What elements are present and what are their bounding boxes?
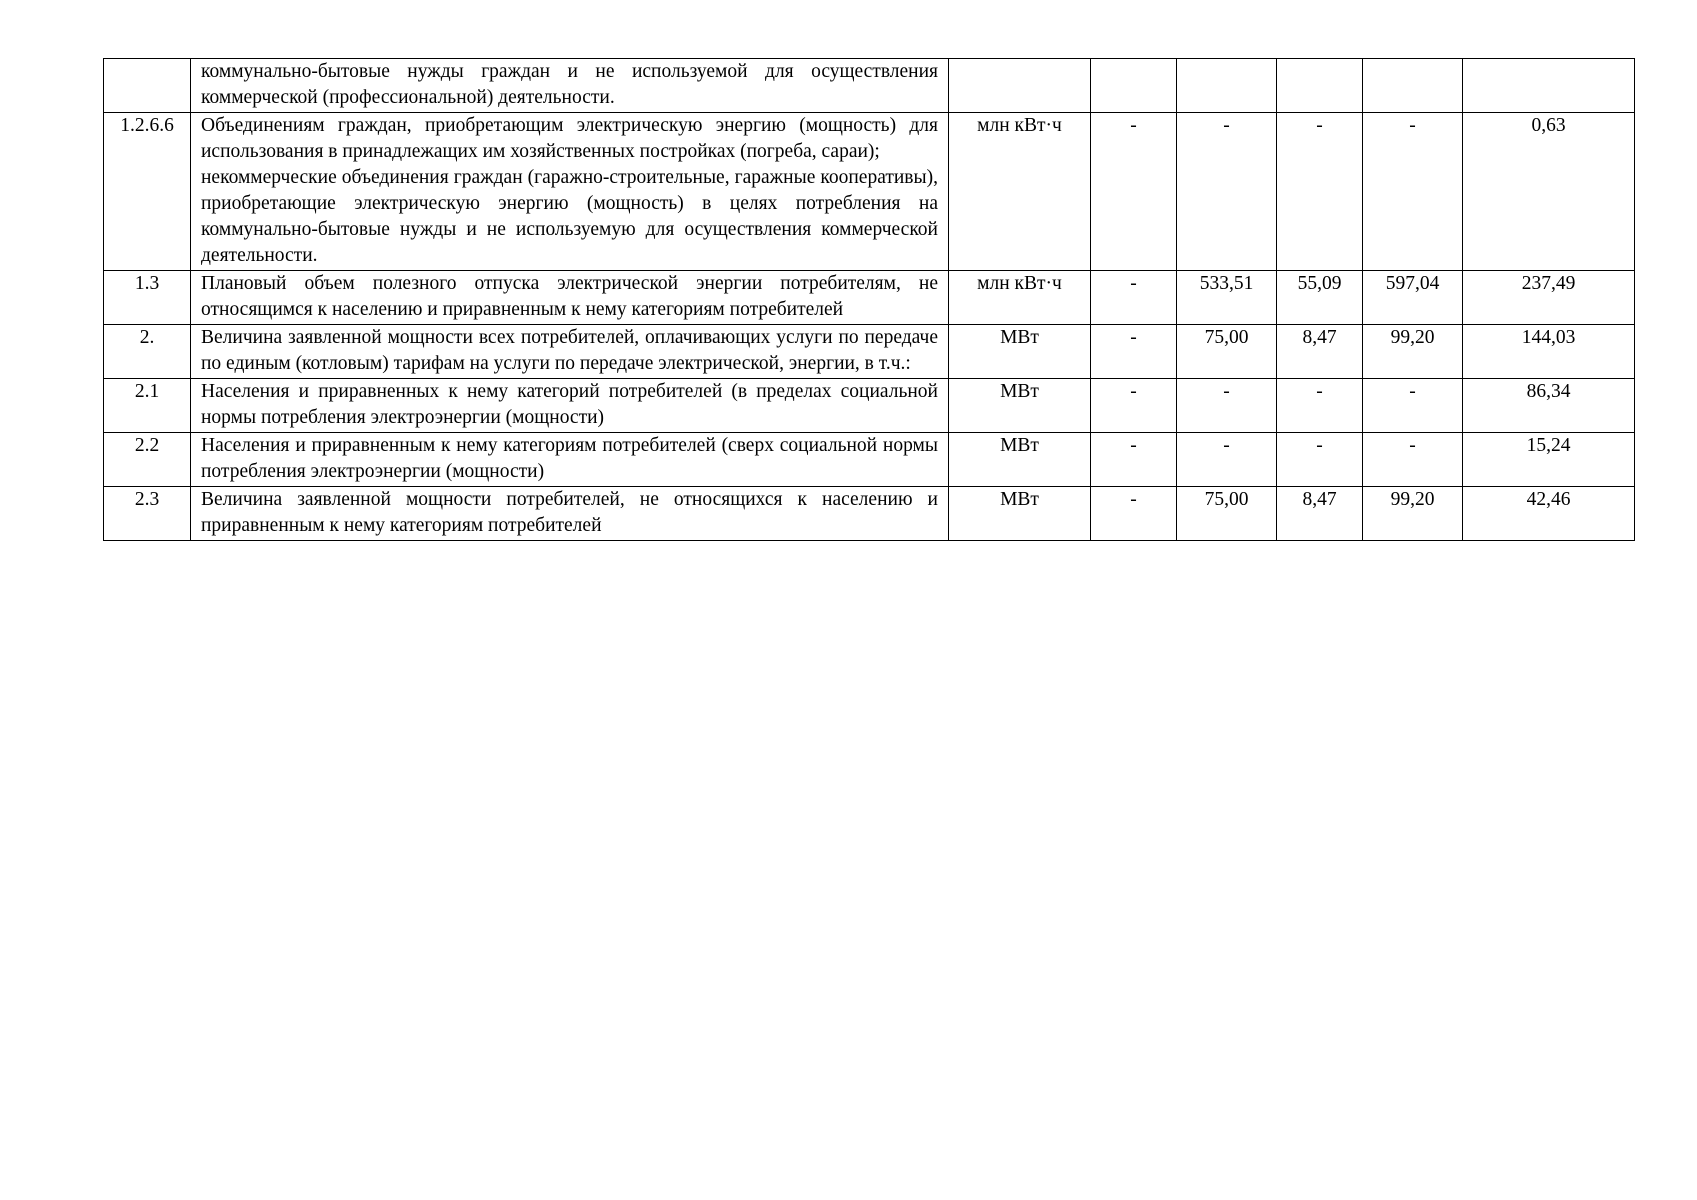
row-number: 2. [104, 325, 191, 379]
value-cell: - [1177, 433, 1277, 487]
value-cell: - [1277, 113, 1363, 271]
value-cell: 55,09 [1277, 271, 1363, 325]
value-cell: - [1177, 379, 1277, 433]
row-number: 1.2.6.6 [104, 113, 191, 271]
value-cell: - [1091, 433, 1177, 487]
row-unit: млн кВт·ч [949, 113, 1091, 271]
value-cell [1091, 59, 1177, 113]
value-cell [1363, 59, 1463, 113]
value-cell: 75,00 [1177, 487, 1277, 541]
table-row [104, 325, 1635, 379]
value-cell: - [1363, 113, 1463, 271]
row-description [191, 271, 949, 325]
description-paragraph: Населения и приравненным к нему категориям потребителей (сверх социальной нормы потребления электроэнергии (мощности) [201, 435, 938, 482]
row-unit: МВт [949, 487, 1091, 541]
row-description [191, 59, 949, 113]
description-paragraph: Плановый объем полезного отпуска электрической энергии потребителям, не относящимся к населению и приравненным к нему категориям потребителей [201, 273, 938, 320]
description-paragraph: Величина заявленной мощности всех потребителей, оплачивающих услуги по передаче по единым (котловым) тарифам на услуги по передаче электрической, энергии, в т.ч.: [201, 327, 938, 374]
description-paragraph: Населения и приравненных к нему категорий потребителей (в пределах социальной нормы потребления электроэнергии (мощности) [201, 381, 938, 428]
value-cell: - [1363, 379, 1463, 433]
table-row [104, 271, 1635, 325]
value-cell: 0,63 [1463, 113, 1635, 271]
row-description [191, 113, 949, 271]
value-cell [1177, 59, 1277, 113]
row-description [191, 433, 949, 487]
value-cell: 8,47 [1277, 487, 1363, 541]
value-cell: - [1091, 271, 1177, 325]
row-number: 1.3 [104, 271, 191, 325]
row-description [191, 487, 949, 541]
value-cell: - [1277, 379, 1363, 433]
value-cell: 15,24 [1463, 433, 1635, 487]
value-cell: - [1091, 113, 1177, 271]
row-description [191, 379, 949, 433]
value-cell: 99,20 [1363, 325, 1463, 379]
row-number: 2.3 [104, 487, 191, 541]
value-cell: 144,03 [1463, 325, 1635, 379]
row-unit: млн кВт·ч [949, 271, 1091, 325]
value-cell [1277, 59, 1363, 113]
description-paragraph: некоммерческие объединения граждан (гаражно-строительные, гаражные кооперативы), приобретающие электрическую энергию (мощность) в целях потребления на коммунально-бытовые нужды и не используемую для осуществления коммерческой деятельности. [201, 167, 938, 266]
description-paragraph: Величина заявленной мощности потребителей, не относящихся к населению и приравненным к нему категориям потребителей [201, 489, 938, 536]
value-cell: 237,49 [1463, 271, 1635, 325]
table-row [104, 379, 1635, 433]
description-paragraph: коммунально-бытовые нужды граждан и не используемой для осуществления коммерческой (профессиональной) деятельности. [201, 61, 938, 108]
row-unit: МВт [949, 379, 1091, 433]
table-row [104, 113, 1635, 271]
row-number: 2.2 [104, 433, 191, 487]
value-cell: - [1277, 433, 1363, 487]
table-row [104, 487, 1635, 541]
value-cell: 99,20 [1363, 487, 1463, 541]
value-cell: - [1091, 379, 1177, 433]
row-unit [949, 59, 1091, 113]
value-cell: - [1091, 325, 1177, 379]
table-row [104, 59, 1635, 113]
tariff-data-table [103, 58, 1635, 541]
row-unit: МВт [949, 325, 1091, 379]
value-cell [1463, 59, 1635, 113]
value-cell: - [1177, 113, 1277, 271]
value-cell: 75,00 [1177, 325, 1277, 379]
value-cell: - [1363, 433, 1463, 487]
description-paragraph: Объединениям граждан, приобретающим электрическую энергию (мощность) для использования в принадлежащих им хозяйственных постройках (погреба, сараи); [201, 115, 938, 162]
value-cell: 86,34 [1463, 379, 1635, 433]
row-number [104, 59, 191, 113]
row-number: 2.1 [104, 379, 191, 433]
value-cell: 42,46 [1463, 487, 1635, 541]
row-unit: МВт [949, 433, 1091, 487]
value-cell: 533,51 [1177, 271, 1277, 325]
table-row [104, 433, 1635, 487]
value-cell: 8,47 [1277, 325, 1363, 379]
row-description [191, 325, 949, 379]
value-cell: 597,04 [1363, 271, 1463, 325]
value-cell: - [1091, 487, 1177, 541]
